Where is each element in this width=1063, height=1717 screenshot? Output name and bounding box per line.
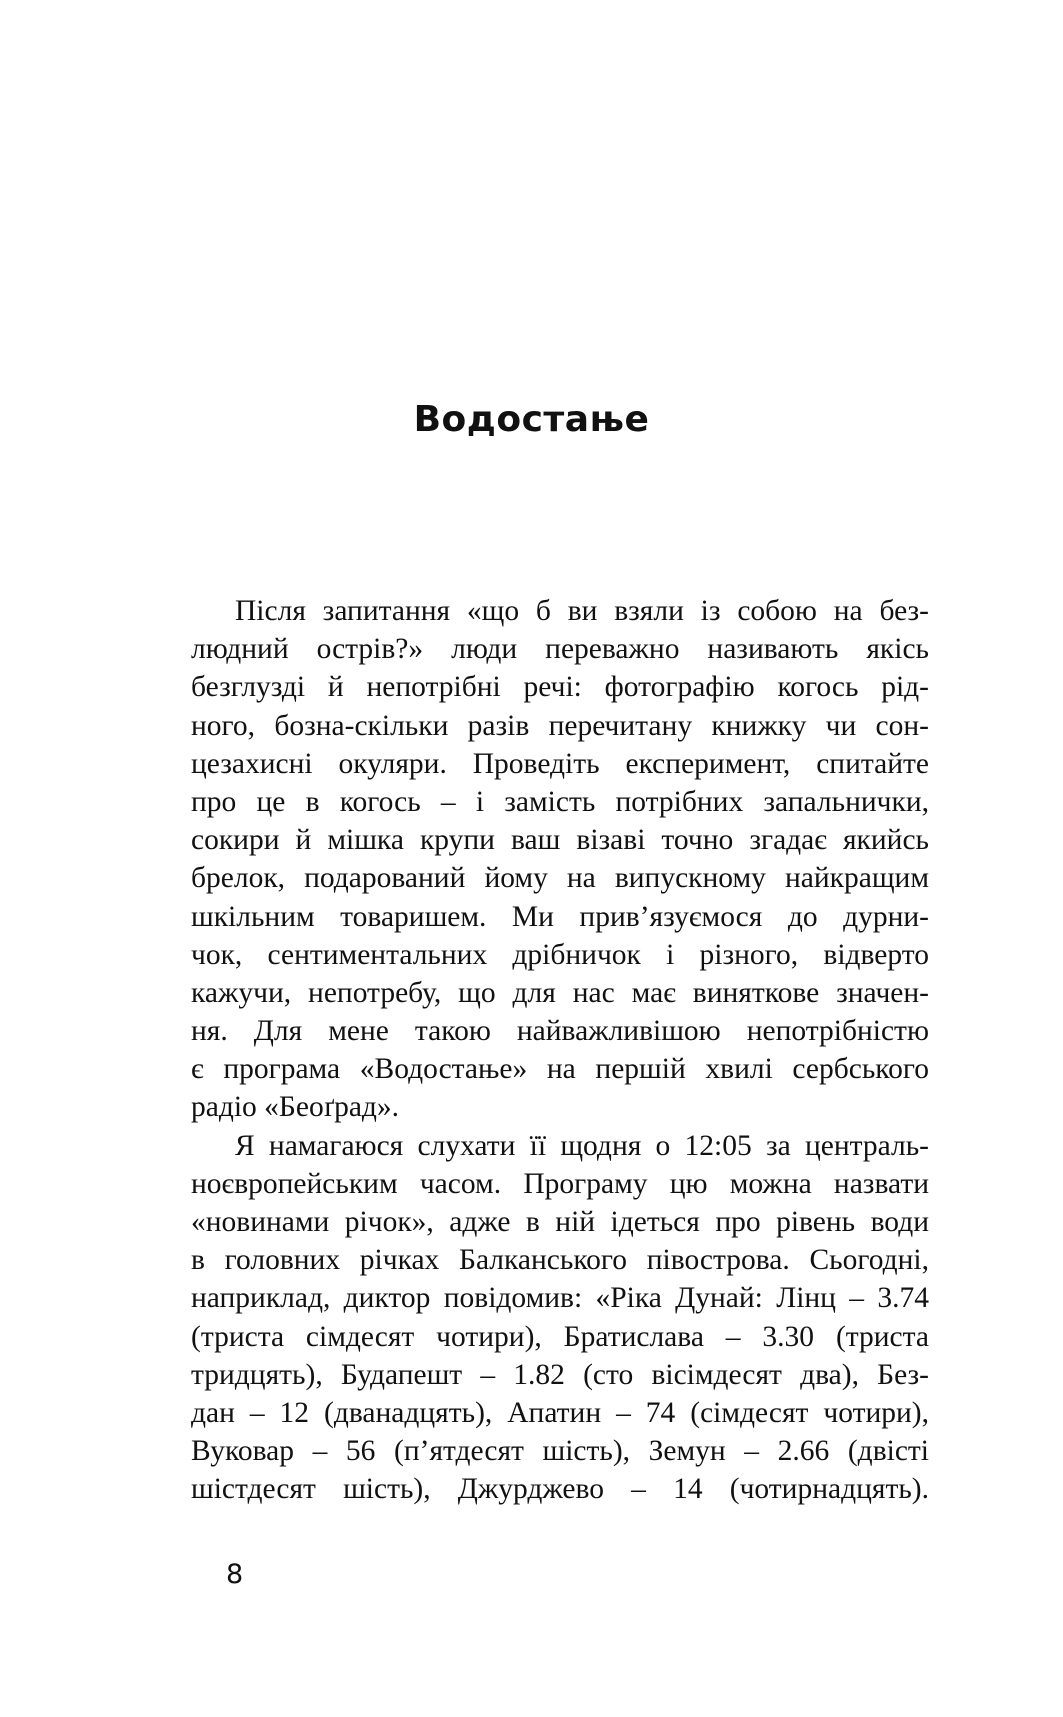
paragraph-2: [191, 1127, 929, 1509]
paragraph-line: сокири й мішка крупи ваш візаві точно згадає якийсь: [191, 824, 929, 857]
paragraph-line: дан – 12 (дванадцять), Апатин – 74 (сімдесят чотири),: [191, 1396, 929, 1429]
paragraph-line: радіо «Беоґрад».: [191, 1091, 400, 1124]
paragraph-line: брелок, подарований йому на випускному найкращим: [191, 862, 929, 895]
paragraph-line: є програма «Водостање» на першій хвилі сербського: [191, 1053, 929, 1086]
paragraph-line: Я намагаюся слухати її щодня о 12:05 за централь-: [235, 1129, 929, 1162]
paragraph-line: (триста сімдесят чотири), Братислава – 3.30 (триста: [191, 1320, 929, 1353]
paragraph-line: безглузді й непотрібні речі: фотографію когось рід-: [191, 671, 929, 704]
paragraph-line: кажучи, непотребу, що для нас має виняткове значен-: [191, 976, 929, 1009]
paragraph-line: шкільним товаришем. Ми прив’язуємося до дурни-: [191, 900, 929, 933]
paragraph-line: Після запитання «що б ви взяли із собою на без-: [235, 595, 929, 627]
body-text: [191, 592, 929, 1509]
paragraph-line: ня. Для мене такою найважливішою непотрібністю: [191, 1015, 929, 1048]
paragraph-line: Вуковар – 56 (п’ятдесят шість), Земун – 2.66 (двісті: [191, 1435, 929, 1468]
paragraph-line: тридцять), Будапешт – 1.82 (сто вісімдесят два), Без-: [191, 1358, 929, 1391]
paragraph-line: наприклад, диктор повідомив: «Ріка Дунай: Лінц – 3.74: [191, 1282, 929, 1315]
paragraph-line: чок, сентиментальних дрібничок і різного, відверто: [191, 938, 929, 971]
paragraph-line: ного, бозна-скільки разів перечитану книжку чи сон-: [191, 709, 929, 742]
paragraph-1: [191, 592, 929, 1127]
paragraph-line: в головних річках Балканського півострова. Сьогодні,: [191, 1244, 929, 1277]
paragraph-line: «новинами річок», адже в ній ідеться про рівень води: [191, 1206, 929, 1238]
paragraph-line: людний острів?» люди переважно називають якісь: [191, 633, 929, 666]
paragraph-line: цезахисні окуляри. Проведіть експеримент, спитайте: [191, 747, 929, 780]
paragraph-line: про це в когось – і замість потрібних запальнички,: [191, 785, 929, 818]
paragraph-line: шістдесят шість), Джурджево – 14 (чотирнадцять).: [191, 1473, 929, 1506]
chapter-title: Водостање: [413, 399, 650, 440]
page-number: 8: [226, 1559, 244, 1590]
paragraph-line: ноєвропейським часом. Програму цю можна назвати: [191, 1167, 929, 1200]
